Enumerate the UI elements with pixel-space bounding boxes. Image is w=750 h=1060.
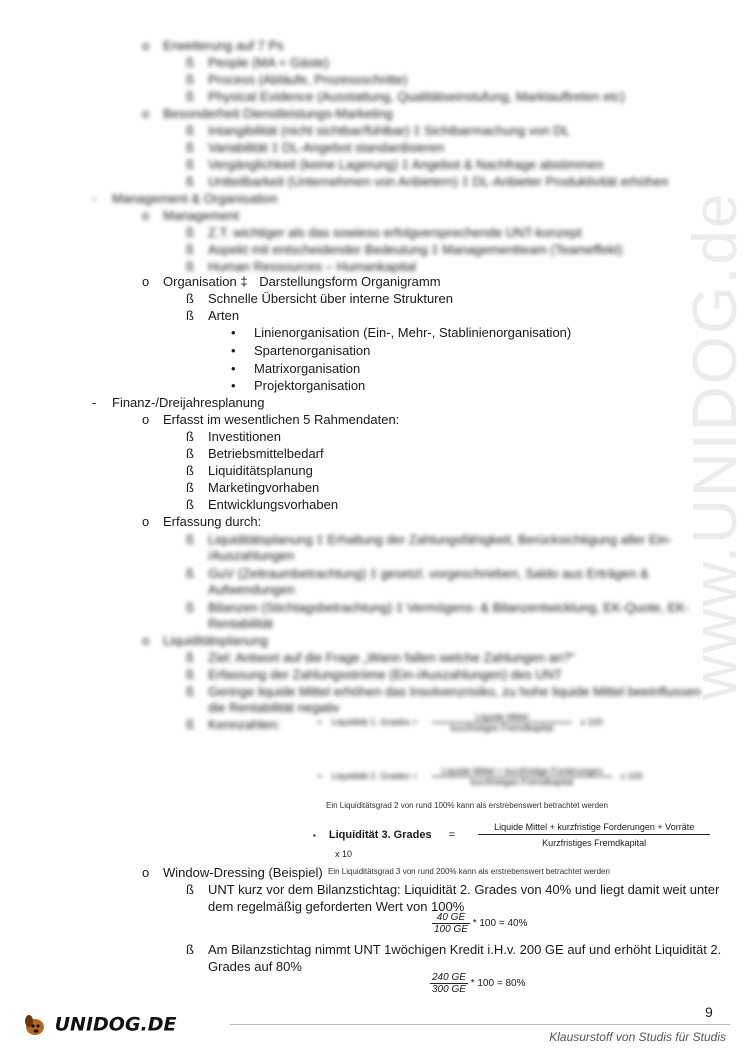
window-fraction-1-den: 100 GE (434, 924, 468, 935)
blurred-line: Ziel: Antwort auf die Frage „Wann fallen welche Zahlungen an?“ (208, 650, 575, 665)
section-marker: ß (186, 242, 194, 257)
circle-marker: o (142, 633, 150, 648)
window-formula-2 (430, 972, 525, 995)
blurred-fraction (432, 712, 572, 733)
org-bullet: Spartenorganisation (254, 343, 371, 358)
liq3-fraction-den: Kurzfristiges Fremdkapital (542, 838, 647, 848)
org-bullet: Projektorganisation (254, 378, 366, 393)
window-fraction-2-num: 240 GE (432, 972, 466, 983)
section-marker: ß (186, 72, 194, 87)
circle-marker: o (142, 38, 150, 53)
blurred-line: Human Ressources – Humankapital (208, 259, 417, 274)
circle-marker: o (142, 274, 150, 289)
section-marker: ß (186, 717, 194, 732)
square-marker: ▪ (318, 770, 322, 781)
liq3-mult: x 10 (335, 849, 353, 860)
org-item (163, 273, 441, 290)
finanz-sub: Liquiditätsplanung (208, 463, 313, 478)
bullet-marker: • (231, 378, 236, 393)
blurred-formula-mult: x 100 (620, 770, 643, 781)
window-fraction-1 (432, 912, 470, 935)
window-formula-2-rest: * 100 = 80% (470, 978, 526, 990)
section-marker: ß (186, 942, 194, 957)
liq3-fraction-num: Liquide Mittel + kurzfristige Forderungen + Vorräte (478, 822, 710, 835)
blurred-line: Intangibilität (nicht sichtbar/fühlbar) ‡ Sichtbarmachung von DL (208, 123, 571, 138)
org-sub-overview: Schnelle Übersicht über interne Strukturen (208, 291, 453, 306)
section-marker: ß (186, 291, 194, 306)
blurred-line: Vergänglichkeit (keine Lagerung) ‡ Angebot & Nachfrage abstimmen (208, 157, 604, 172)
finanz-sub: Entwicklungsvorhaben (208, 497, 339, 512)
section-marker: ß (186, 225, 194, 240)
blurred-line: Liquiditätsplanung ‡ Erhaltung der Zahlungsfähigkeit, Berücksichtigung aller Ein- (208, 532, 672, 547)
window-p2-line2: Grades auf 80% (208, 959, 302, 974)
section-marker: ß (186, 55, 194, 70)
finanz-sub: Marketingvorhaben (208, 480, 320, 495)
blurred-line: Liquiditätsplanung (163, 633, 268, 648)
blurred-line: Z.T. wichtiger als das sowieso erfolgversprechende UNT-konzept (208, 225, 582, 240)
footer-tagline: Klausurstoff von Studis für Studis (549, 1030, 726, 1044)
window-p1-line2: dem regelmäßig geforderten Wert von 100% (208, 899, 465, 914)
dash-marker: - (92, 191, 97, 206)
blurred-line: Rentabilität (208, 616, 274, 631)
blurred-line: Erweiterung auf 7 Ps (163, 38, 284, 53)
section-marker: ß (186, 429, 194, 444)
blurred-formula-mult: x 100 (580, 716, 603, 727)
finanz-item-rahmendaten: Erfasst im wesentlichen 5 Rahmendaten: (163, 412, 400, 427)
footer-divider (230, 1024, 730, 1025)
blurred-line: Process (Abläufe, Prozessschritte) (208, 72, 408, 87)
finanz-title: Finanz-/Dreijahresplanung (112, 395, 265, 410)
blurred-fraction-den: kurzfristiges Fremdkapital (450, 723, 554, 733)
finanz-item-erfassung: Erfassung durch: (163, 514, 262, 529)
blurred-line: People (MA + Gäste) (208, 55, 330, 70)
page-number: 9 (705, 1004, 713, 1020)
section-marker: ß (186, 140, 194, 155)
section-marker: ß (186, 566, 194, 581)
liq3-eq: = (448, 829, 456, 841)
circle-marker: o (142, 865, 150, 880)
liq3-note: Ein Liquiditätsgrad 3 von rund 200% kann als erstrebenswert betrachtet werden (328, 867, 610, 876)
window-p2-line1: Am Bilanzstichtag nimmt UNT 1wöchigen Kredit i.H.v. 200 GE auf und erhöht Liquidität 2. (208, 942, 722, 957)
window-p1-line1: UNT kurz vor dem Bilanzstichtag: Liquidität 2. Grades von 40% und liegt damit weit unter (208, 882, 720, 897)
blurred-line: Physical Evidence (Ausstattung, Qualitätseinstufung, Marktauftreten etc) (208, 89, 625, 104)
org-sub-types: Arten (208, 308, 240, 323)
blurred-formula-liq2 (318, 766, 643, 787)
bullet-marker: • (231, 325, 236, 340)
section-marker: ß (186, 157, 194, 172)
dash-marker: - (92, 395, 97, 410)
section-marker: ß (186, 882, 194, 897)
circle-marker: o (142, 106, 150, 121)
circle-marker: o (142, 208, 150, 223)
section-marker: ß (186, 308, 194, 323)
blurred-fraction (432, 766, 612, 787)
circle-marker: o (142, 514, 150, 529)
blurred-line: Bilanzen (Stichtagsbetrachtung) ‡ Vermögens- & Bilanzentwicklung, EK-Quote, EK- (208, 600, 690, 615)
blurred-line: die Rentabilität negativ (208, 700, 340, 715)
section-marker: ß (186, 123, 194, 138)
blurred-line: Management (163, 208, 239, 223)
blurred-line: Untteilbarkeit (Unternehmen von Anbietern) ‡ DL-Anbieter Produktivität erhöhen (208, 174, 669, 189)
window-fraction-1-num: 40 GE (432, 912, 470, 924)
blurred-line: GuV (Zeitraumbetrachtung) ‡ gesetzl. vorgeschrieben, Saldo aus Erträgen & (208, 566, 649, 581)
section-marker: ß (186, 463, 194, 478)
org-item-rest: Darstellungsform Organigramm (259, 274, 441, 289)
blurred-fraction-den: kurzfristiges Fremdkapital (470, 777, 574, 787)
section-marker: ß (186, 667, 194, 682)
org-bullet: Linienorganisation (Ein-, Mehr-, Stablinienorganisation) (254, 325, 572, 340)
blurred-line: Management & Organisation (112, 191, 278, 206)
org-item-label: Organisation ‡ (163, 274, 248, 289)
blurred-line: Variabilität ‡ DL-Angebot standardisieren (208, 140, 445, 155)
blurred-line: /Auszahlungen (208, 548, 295, 563)
watermark: www.UNIDOG.de (681, 191, 750, 700)
dog-icon (22, 1012, 48, 1038)
unidog-logo (22, 1012, 177, 1038)
square-marker: ▪ (318, 716, 322, 727)
section-marker: ß (186, 600, 194, 615)
liq3-fraction (478, 822, 710, 848)
blurred-fraction-num: Liquide Mittel + kurzfristige Forderungen (432, 766, 612, 777)
section-marker: ß (186, 650, 194, 665)
section-marker: ß (186, 89, 194, 104)
section-marker: ß (186, 259, 194, 274)
blurred-line: Aufwendungen (208, 582, 295, 597)
blurred-line: Besonderheit Dienstleistungs-Marketing (163, 106, 393, 121)
window-formula-1 (432, 912, 527, 935)
blurred-line: Aspekt mit entscheidender Bedeutung ‡ Managementteam (Teameffekt) (208, 242, 623, 257)
org-bullet: Matrixorganisation (254, 361, 361, 376)
bullet-marker: • (231, 361, 236, 376)
section-marker: ß (186, 446, 194, 461)
blurred-line: Kennzahlen: (208, 717, 281, 732)
section-marker: ß (186, 684, 194, 699)
circle-marker: o (142, 412, 150, 427)
section-marker: ß (186, 497, 194, 512)
window-fraction-2-den: 300 GE (432, 984, 466, 995)
bullet-marker: • (231, 343, 236, 358)
finanz-sub: Investitionen (208, 429, 281, 444)
liq2-note: Ein Liquiditätsgrad 2 von rund 100% kann als erstrebenswert betrachtet werden (326, 801, 608, 810)
blurred-line: Geringe liquide Mittel erhöhen das Insolvenzrisiko, zu hohe liquide Mittel beeinflussen (208, 684, 701, 699)
window-dressing-title: Window-Dressing (Beispiel) (163, 865, 323, 880)
blurred-fraction-num: Liquide Mittel (432, 712, 572, 723)
finanz-sub: Betriebsmittelbedarf (208, 446, 324, 461)
liq3-formula (313, 822, 738, 860)
blurred-formula-label: Liquidität 2. Grades = (331, 770, 418, 781)
section-marker: ß (186, 174, 194, 189)
section-marker: ß (186, 480, 194, 495)
window-formula-1-rest: * 100 = 40% (472, 918, 528, 930)
blurred-line: Erfassung der Zahlungsströme (Ein-/Auszahlungen) des UNT (208, 667, 563, 682)
window-fraction-2 (430, 972, 468, 995)
section-marker: ß (186, 532, 194, 547)
square-marker: ▪ (313, 830, 316, 840)
logo-text: UNIDOG.DE (54, 1013, 177, 1036)
liq3-label: Liquidität 3. Grades (328, 829, 432, 841)
blurred-formula-label: Liquidität 1. Grades = (331, 716, 418, 727)
blurred-formula-liq1 (318, 712, 603, 733)
